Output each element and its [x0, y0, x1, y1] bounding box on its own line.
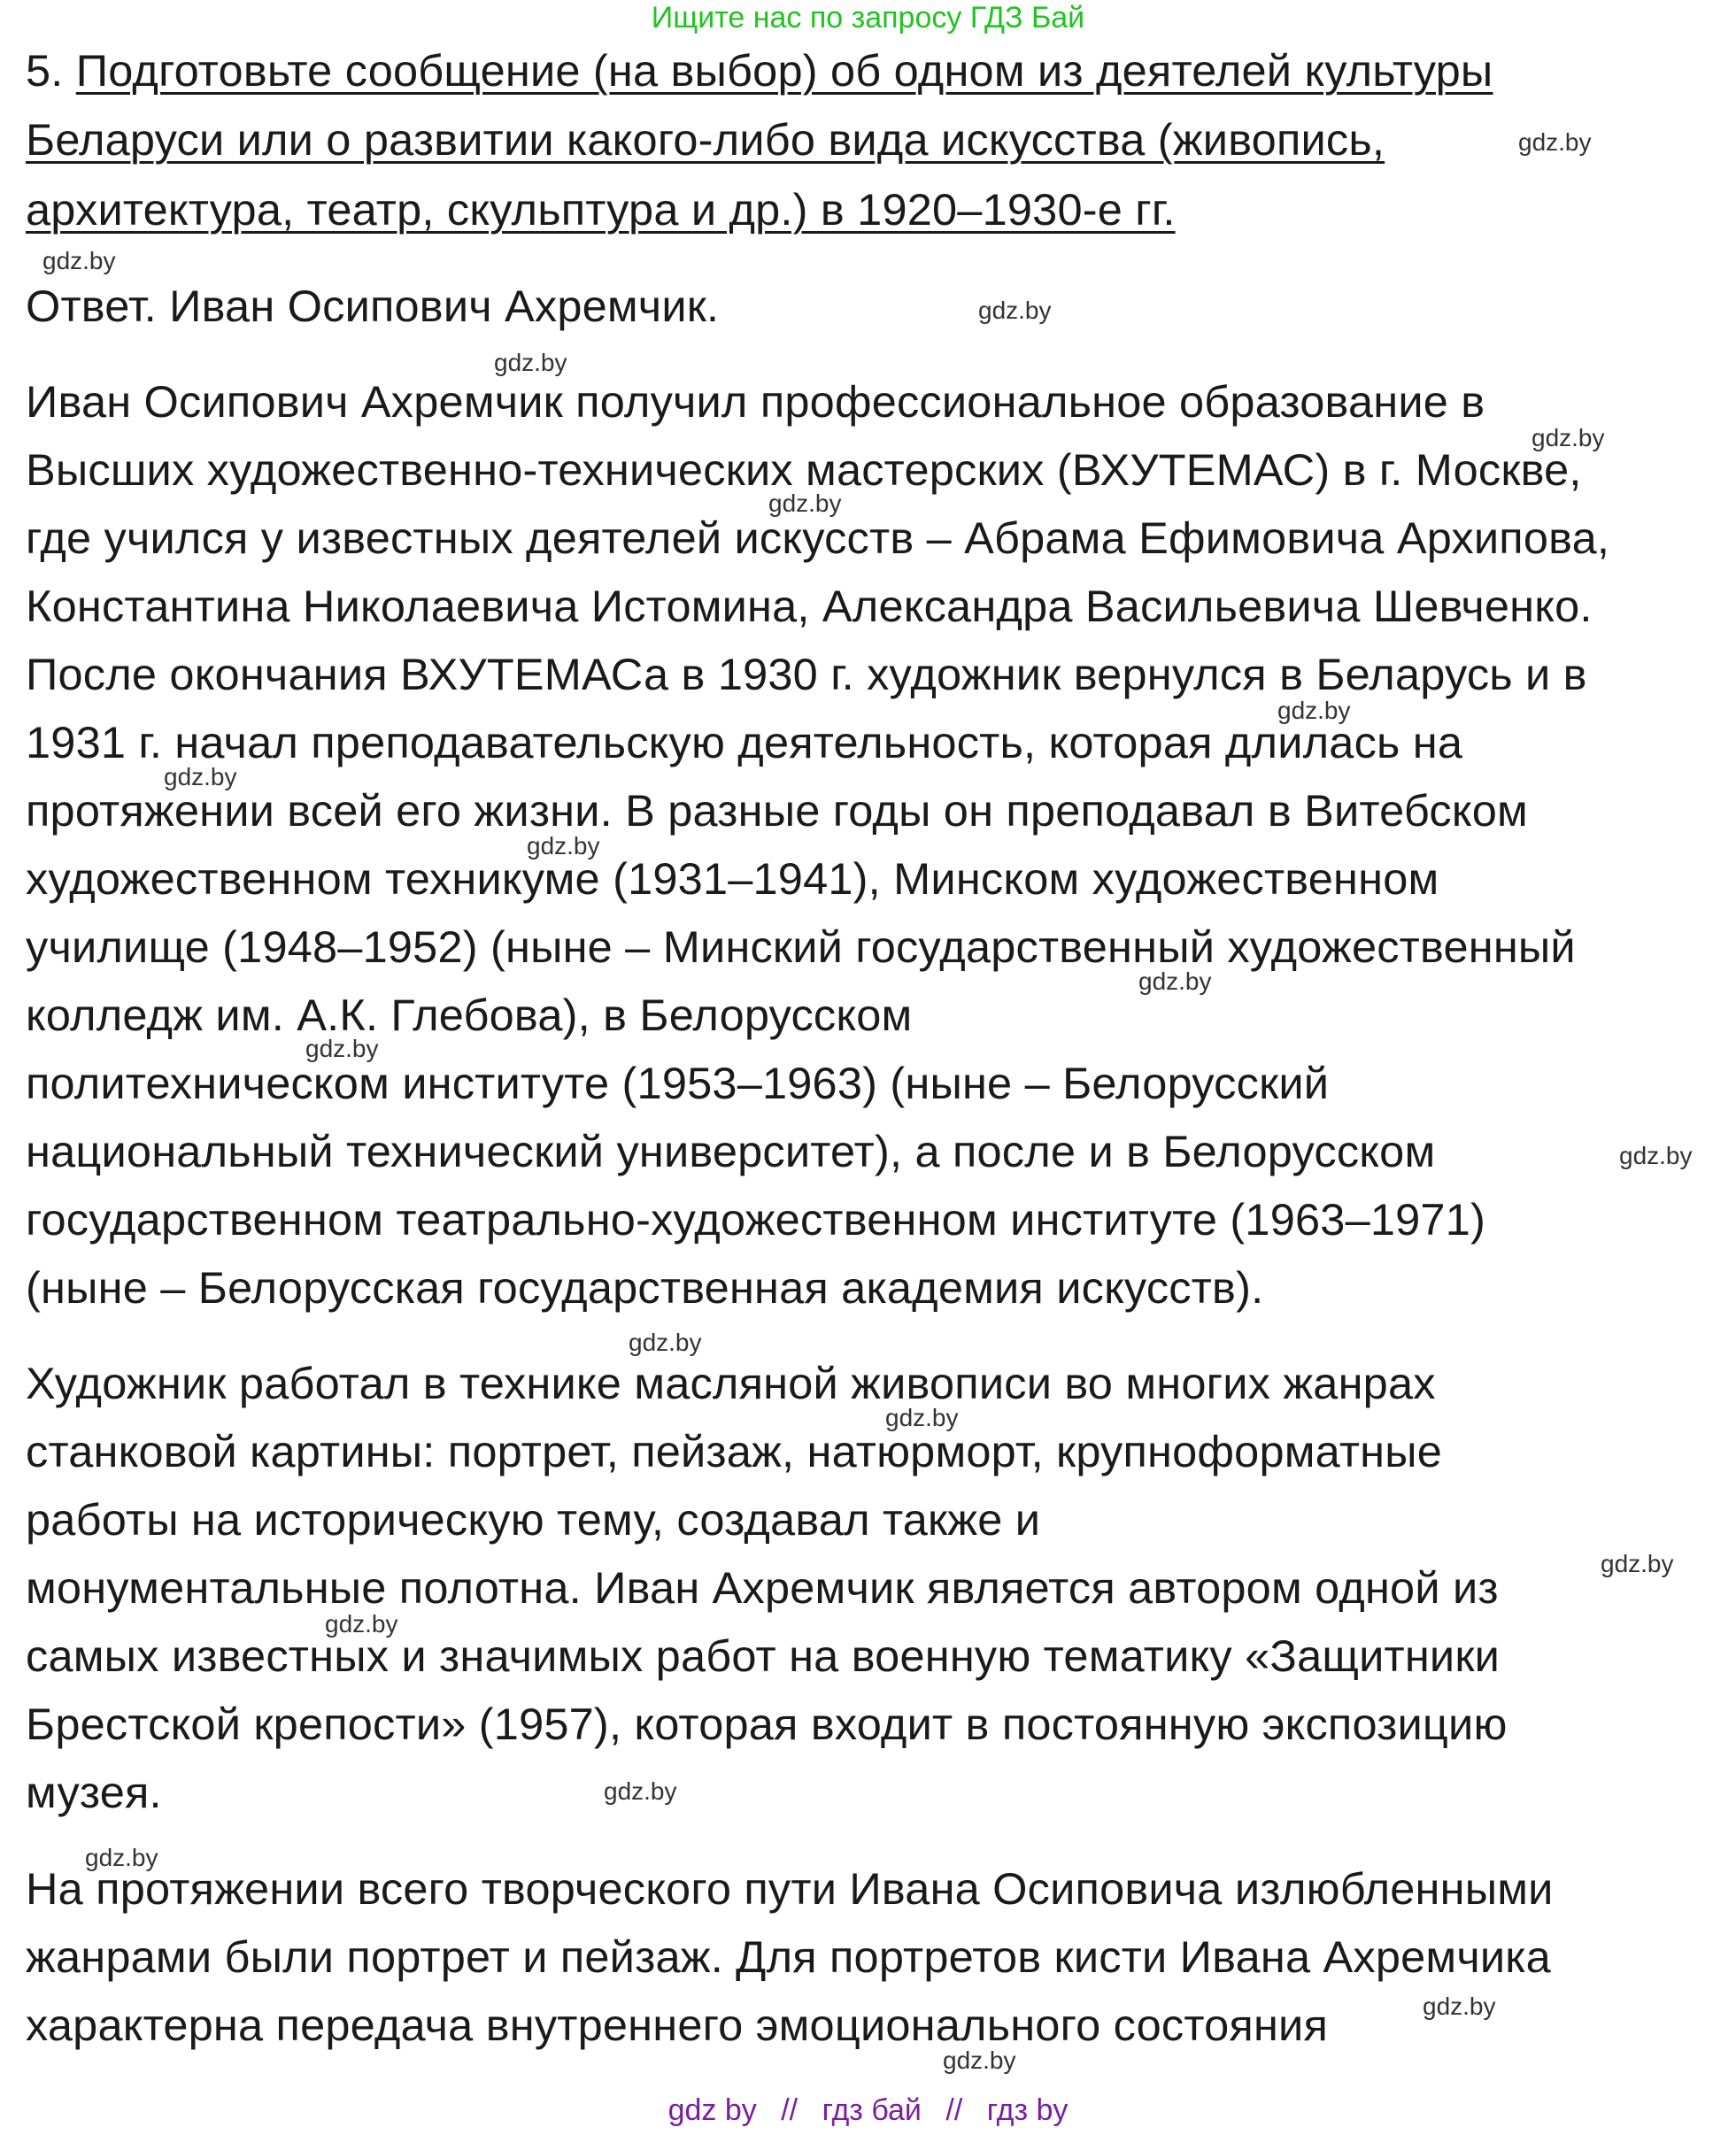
footer-separator: // [945, 2093, 963, 2127]
watermark: gdz.by [527, 832, 600, 859]
paragraph2-line-2: станковой картины: портрет, пейзаж, натюрморт, крупноформатные [26, 1426, 1443, 1476]
paragraph1-line-1: Иван Осипович Ахремчик получил профессиональное образование в [26, 376, 1485, 427]
watermark: gdz.by [978, 297, 1052, 324]
watermark: gdz.by [1518, 128, 1592, 156]
watermark: gdz.by [164, 763, 237, 790]
task-line-1 [26, 43, 1493, 98]
watermark: gdz.by [943, 2046, 1016, 2074]
watermark: gdz.by [629, 1329, 702, 1356]
paragraph1-line-7: протяжении всей его жизни. В разные годы он преподавал в Витебском [26, 785, 1528, 836]
paragraph2-line-1: Художник работал в технике масляной живописи во многих жанрах [26, 1358, 1436, 1408]
task-line-3: архитектура, театр, скульптура и др.) в 1920–1930-е гг. [26, 184, 1176, 235]
paragraph1-line-5: После окончания ВХУТЕМАСа в 1930 г. художник вернулся в Беларусь и в [26, 649, 1587, 699]
paragraph1-line-11: политехническом институте (1953–1963) (ныне – Белорусский [26, 1058, 1330, 1108]
task-text: 5. Подготовьте сообщение (на выбор) об одном из деятелей культуры [26, 45, 1493, 96]
footer-link-gdz-by[interactable]: gdz by [667, 2093, 757, 2127]
paragraph1-line-8: художественном техникуме (1931–1941), Минском художественном [26, 853, 1439, 904]
watermark: gdz.by [325, 1610, 398, 1638]
watermark: gdz.by [604, 1777, 677, 1805]
watermark: gdz.by [42, 247, 116, 274]
paragraph2-line-3: работы на историческую тему, создавал также и [26, 1494, 1041, 1545]
paragraph1-line-2: Высших художественно-технических мастерских (ВХУТЕМАС) в г. Москве, [26, 444, 1582, 495]
watermark: gdz.by [85, 1844, 158, 1871]
watermark: gdz.by [1619, 1142, 1693, 1169]
paragraph1-line-6: 1931 г. начал преподавательскую деятельность, которая длилась на [26, 717, 1463, 767]
paragraph1-line-3: где учился у известных деятелей искусств – Абрама Ефимовича Архипова, [26, 513, 1610, 563]
paragraph1-line-10: колледж им. А.К. Глебова), в Белорусском [26, 990, 913, 1040]
paragraph1-line-9: училище (1948–1952) (ныне – Минский государственный художественный [26, 921, 1576, 972]
task-line-2: Беларуси или о развитии какого-либо вида искусства (живопись, [26, 114, 1385, 165]
paragraph2-line-4: монументальные полотна. Иван Ахремчик является автором одной из [26, 1562, 1499, 1613]
paragraph3-line-1: На протяжении всего творческого пути Ивана Осиповича излюбленными [26, 1863, 1554, 1914]
paragraph1-line-12: национальный технический университет), а после и в Белорусском [26, 1126, 1436, 1176]
footer-link-gdz-bay[interactable]: гдз бай [822, 2093, 922, 2127]
watermark: gdz.by [494, 349, 567, 376]
paragraph1-line-13: государственном театрально-художественном институте (1963–1971) [26, 1194, 1486, 1245]
watermark: gdz.by [885, 1404, 959, 1431]
answer-line: Ответ. Иван Осипович Ахремчик. [26, 281, 720, 331]
watermark: gdz.by [1138, 967, 1212, 995]
paragraph2-line-6: Брестской крепости» (1957), которая входит в постоянную экспозицию [26, 1699, 1508, 1749]
footer-separator: // [781, 2093, 799, 2127]
watermark: gdz.by [1277, 697, 1351, 724]
watermark: gdz.by [1423, 1992, 1496, 2020]
footer-links [0, 2093, 1736, 2128]
watermark: gdz.by [1601, 1550, 1674, 1577]
watermark: gdz.by [768, 489, 842, 517]
watermark: gdz.by [305, 1035, 379, 1062]
paragraph1-line-4: Константина Николаевича Истомина, Александра Васильевича Шевченко. [26, 581, 1593, 631]
paragraph2-line-7: музея. [26, 1767, 162, 1817]
paragraph3-line-3: характерна передача внутреннего эмоционального состояния [26, 2000, 1328, 2050]
paragraph3-line-2: жанрами были портрет и пейзаж. Для портретов кисти Ивана Ахремчика [26, 1931, 1551, 1982]
paragraph2-line-5: самых известных и значимых работ на военную тематику «Защитники [26, 1630, 1501, 1681]
watermark: gdz.by [1532, 424, 1605, 451]
header-banner: Ищите нас по запросу ГДЗ Бай [651, 1, 1085, 35]
footer-link-gdz-by-cyr[interactable]: гдз by [986, 2093, 1069, 2127]
paragraph1-line-14: (ныне – Белорусская государственная академия искусств). [26, 1262, 1264, 1313]
